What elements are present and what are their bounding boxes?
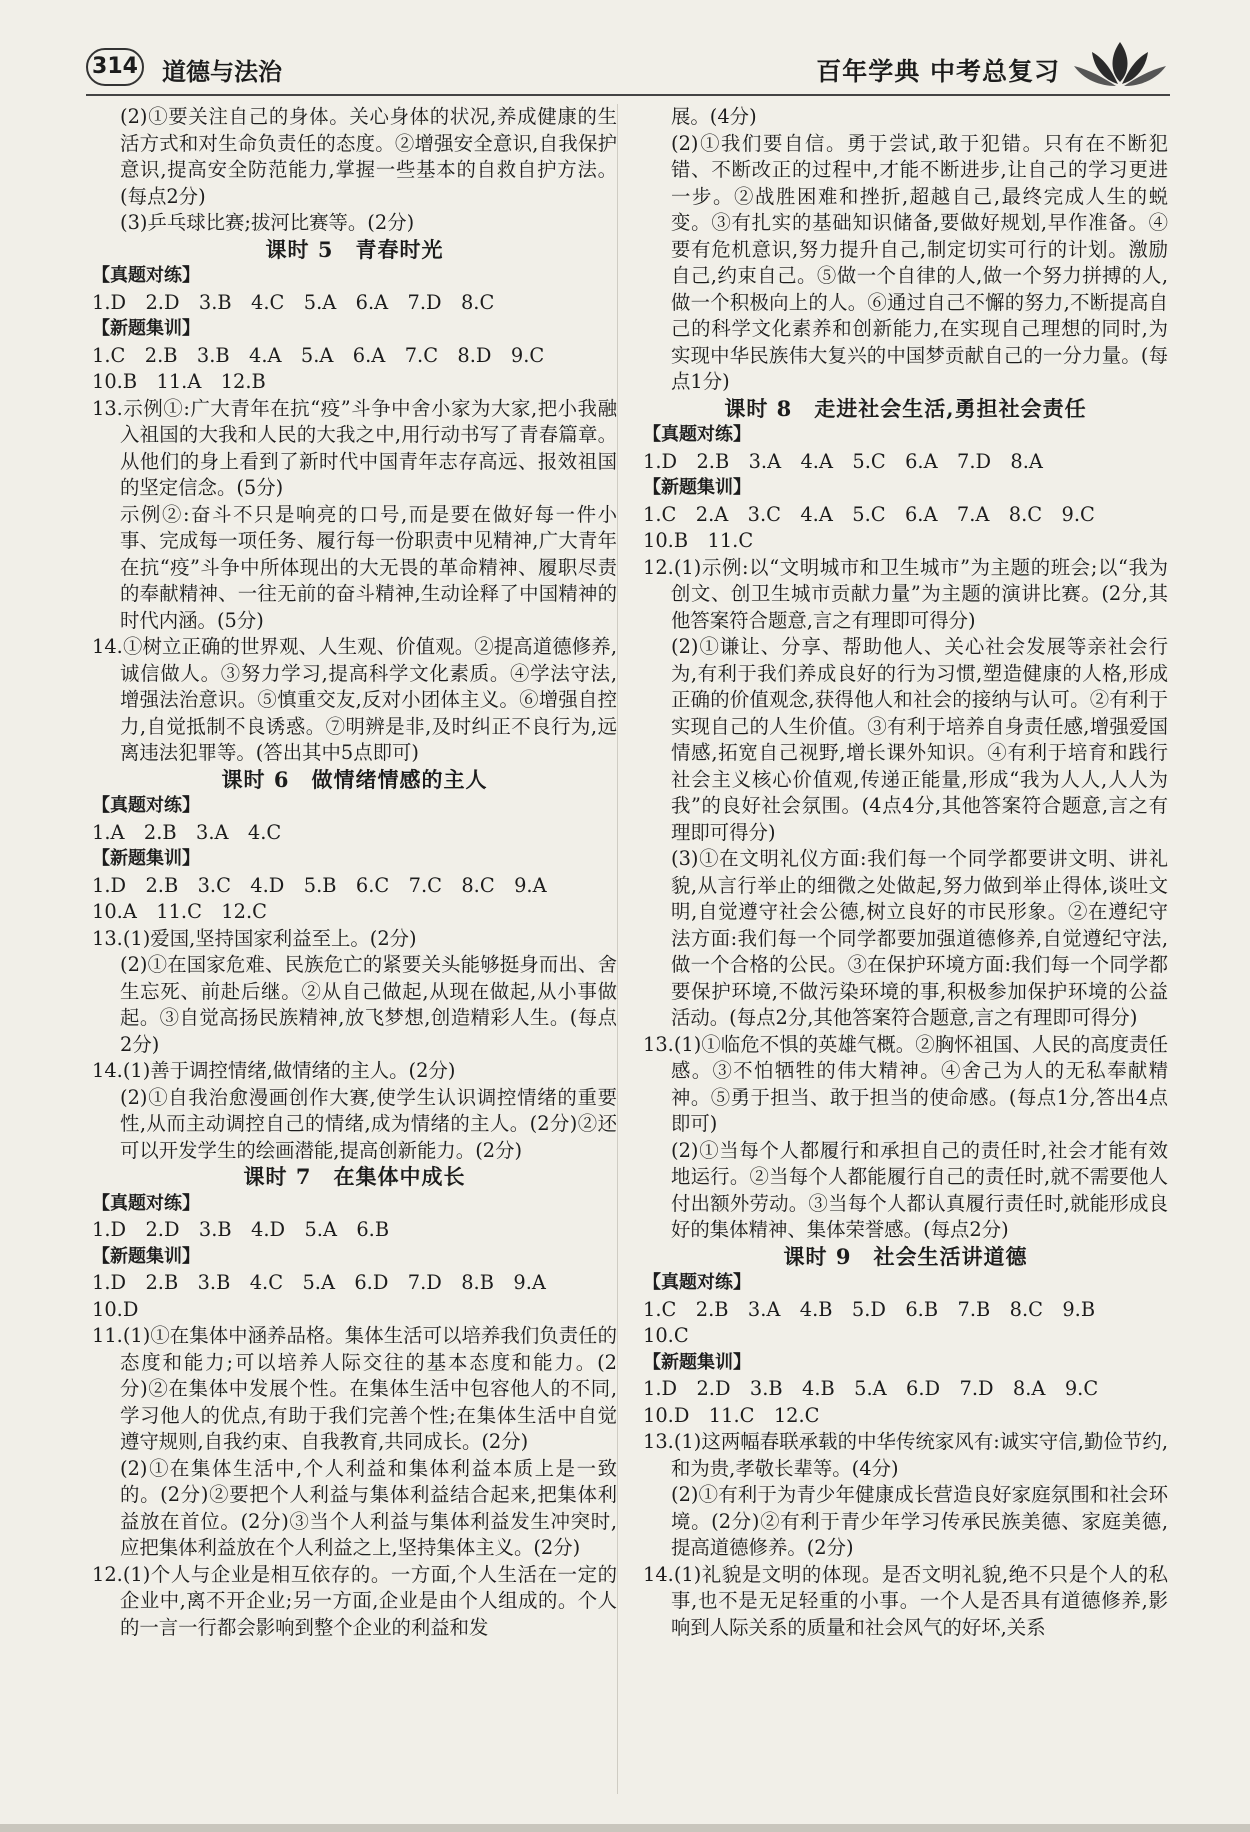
answer-paragraph: (3)①在文明礼仪方面:我们每一个同学都要讲文明、讲礼貌,从言行举止的细微之处做起,努力做到举止得体,谈吐文明,自觉遵守社会公德,树立良好的市民形象。②在遵纪守法方面:我们每一个同学都要加强道德修养,自觉遵纪守法,做一个合格的公民。③在保护环境方面:我们每一个同学都要保护环境,不做污染环境的事,积极参加保护环境的公益活动。(每点2分,其他答案符合题意,言之有理即可得分) xyxy=(671,847,1168,1029)
answer-paragraph: (2)①自我治愈漫画创作大赛,使学生认识调控情绪的重要性,从而主动调控自己的情绪,成为情绪的主人。(2分)②还可以开发学生的绘画潜能,提高创新能力。(2分) xyxy=(120,1085,617,1162)
mc-answers: 1.D 2.D 3.B 4.C 5.A 6.A 7.D 8.C xyxy=(92,290,495,314)
answer-paragraph: 13.(1)这两幅春联承载的中华传统家风有:诚实守信,勤俭节约,和为贵,孝敬长辈等。(4分) xyxy=(643,1430,1168,1480)
section-tag: 【新题集训】 xyxy=(92,1245,200,1267)
mc-answers: 10.B 11.C xyxy=(643,529,754,552)
lesson-title: 课时 6 做情绪情感的主人 xyxy=(221,766,488,792)
section-tag: 【真题对练】 xyxy=(92,795,200,816)
mc-answers: 1.D 2.D 3.B 4.D 5.A 6.B xyxy=(92,1218,390,1241)
column-divider xyxy=(617,104,618,1794)
lesson-title: 课时 9 社会生活讲道德 xyxy=(783,1243,1028,1269)
mc-answers: 1.C 2.A 3.C 4.A 5.C 6.A 7.A 8.C 9.C xyxy=(643,502,1095,526)
section-tag: 【新题集训】 xyxy=(92,848,200,869)
mc-answers: 1.D 2.B 3.A 4.A 5.C 6.A 7.D 8.A xyxy=(643,449,1043,473)
mc-answers: 10.C xyxy=(643,1324,689,1347)
section-tag: 【新题集训】 xyxy=(643,1351,751,1373)
mc-answers: 10.D 11.C 12.C xyxy=(643,1403,820,1427)
mc-answers: 1.C 2.B 3.B 4.A 5.A 6.A 7.C 8.D 9.C xyxy=(92,343,545,367)
answer-paragraph: (2)①在国家危难、民族危亡的紧要关头能够挺身而出、舍生忘死、前赴后继。②从自己做起,从现在做起,从小事做起。③自觉高扬民族精神,放飞梦想,创造精彩人生。(每点2分) xyxy=(120,953,617,1056)
right-column xyxy=(643,104,1168,1641)
mc-answers: 1.D 2.B 3.C 4.D 5.B 6.C 7.C 8.C 9.A xyxy=(92,873,547,897)
answer-paragraph: 13.(1)①临危不惧的英雄气概。②胸怀祖国、人民的高度责任感。③不怕牺牲的伟大精神。④舍己为人的无私奉献精神。⑤勇于担当、敢于担当的使命感。(每点1分,答出4点即可) xyxy=(643,1032,1168,1135)
page-header xyxy=(86,44,1170,96)
lesson-title: 课时 7 在集体中成长 xyxy=(243,1164,466,1189)
answer-paragraph: 13.示例①:广大青年在抗“疫”斗争中舍小家为大家,把小我融入祖国的大我和人民的大我之中,用行动书写了青春篇章。从他们的身上看到了新时代中国青年志存高远、报效祖国的坚定信念。(5分) xyxy=(92,396,617,499)
answer-paragraph: 14.(1)善于调控情绪,做情绪的主人。(2分) xyxy=(92,1059,456,1082)
mc-answers: 1.D 2.B 3.B 4.C 5.A 6.D 7.D 8.B 9.A xyxy=(92,1271,546,1294)
mc-answers: 1.A 2.B 3.A 4.C xyxy=(92,820,282,844)
section-tag: 【真题对练】 xyxy=(643,1272,751,1293)
lesson-title: 课时 5 青春时光 xyxy=(265,236,444,262)
answer-paragraph: 12.(1)示例:以“文明城市和卫生城市”为主题的班会;以“我为创文、创卫生城市贡献力量”为主题的演讲比赛。(2分,其他答案符合题意,言之有理即可得分) xyxy=(643,555,1168,632)
page-number: 314 xyxy=(86,48,144,86)
answer-paragraph: 12.(1)个人与企业是相互依存的。一方面,个人生活在一定的企业中,离不开企业;另一方面,企业是由个人组成的。个人的一言一行都会影响到整个企业的利益和发 xyxy=(92,1562,617,1639)
section-tag: 【新题集训】 xyxy=(92,318,200,339)
answer-paragraph: (3)乒乓球比赛;拔河比赛等。(2分) xyxy=(120,211,415,234)
answer-paragraph: 11.(1)①在集体中涵养品格。集体生活可以培养我们负责任的态度和能力;可以培养人际交往的基本态度和能力。(2分)②在集体中发展个性。在集体生活中包容他人的不同,学习他人的优点,有助于我们完善个性;在集体生活中自觉遵守规则,自我约束、自我教育,共同成长。(2分) xyxy=(92,1324,617,1453)
answer-paragraph: (2)①我们要自信。勇于尝试,敢于犯错。只有在不断犯错、不断改正的过程中,才能不断进步,让自己的学习更进一步。②战胜困难和挫折,超越自己,最终完成人生的蜕变。③有扎实的基础知识储备,要做好规划,早作准备。④要有危机意识,努力提升自己,制定切实可行的计划。激励自己,约束自己。⑤做一个自律的人,做一个努力拼搏的人,做一个积极向上的人。⑥通过自己不懈的努力,不断提高自己的科学文化素养和创新能力,在实现自己理想的同时,为实现中华民族伟大复兴的中国梦贡献自己的一分力量。(每点1分) xyxy=(671,131,1168,393)
answer-paragraph: 14.(1)礼貌是文明的体现。是否文明礼貌,绝不只是个人的私事,也不是无足轻重的小事。一个人是否具有道德修养,影响到人际关系的质量和社会风气的好坏,关系 xyxy=(643,1562,1168,1639)
answer-paragraph: (2)①要关注自己的身体。关心身体的状况,养成健康的生活方式和对生命负责任的态度。②增强安全意识,自我保护意识,提高安全防范能力,掌握一些基本的自救自护方法。(每点2分) xyxy=(120,105,617,208)
mc-answers: 1.D 2.D 3.B 4.B 5.A 6.D 7.D 8.A 9.C xyxy=(643,1377,1099,1400)
lotus-logo-icon xyxy=(1070,36,1170,92)
answer-paragraph: 示例②:奋斗不只是响亮的口号,而是要在做好每一件小事、完成每一项任务、履行每一份职责中见精神,广大青年在抗“疫”斗争中所体现出的大无畏的革命精神、履职尽责的奉献精神、一往无前的奋斗精神,生动诠释了中国精神的时代内涵。(5分) xyxy=(120,502,617,632)
mc-answers: 1.C 2.B 3.A 4.B 5.D 6.B 7.B 8.C 9.B xyxy=(643,1297,1096,1321)
series-title: 百年学典 中考总复习 xyxy=(816,57,1060,86)
section-tag: 【真题对练】 xyxy=(92,1192,200,1214)
answer-paragraph: (2)①当每个人都履行和承担自己的责任时,社会才能有效地运行。②当每个人都能履行自己的责任时,就不需要他人付出额外劳动。③当每个人都认真履行责任时,就能形成良好的集体精神、集体荣誉感。(每点2分) xyxy=(671,1138,1168,1241)
answer-paragraph: 14.①树立正确的世界观、人生观、价值观。②提高道德修养,诚信做人。③努力学习,提高科学文化素质。④学法守法,增强法治意识。⑤慎重交友,反对小团体主义。⑥增强自控力,自觉抵制不良诱惑。⑦明辨是非,及时纠正不良行为,远离违法犯罪等。(答出其中5点即可) xyxy=(92,635,617,764)
answer-paragraph: 展。(4分) xyxy=(671,105,757,128)
answer-paragraph: (2)①在集体生活中,个人利益和集体利益本质上是一致的。(2分)②要把个人利益与集体利益结合起来,把集体利益放在首位。(2分)③当个人利益与集体利益发生冲突时,应把集体利益放在个人利益之上,坚持集体主义。(2分) xyxy=(120,1456,617,1559)
section-tag: 【新题集训】 xyxy=(643,477,751,498)
subject-title: 道德与法治 xyxy=(162,58,282,86)
answer-paragraph: (2)①有利于为青少年健康成长营造良好家庭氛围和社会环境。(2分)②有利于青少年学习传承民族美德、家庭美德,提高道德修养。(2分) xyxy=(671,1483,1168,1559)
lesson-title: 课时 8 走进社会生活,勇担社会责任 xyxy=(724,395,1087,421)
answer-paragraph: (2)①谦让、分享、帮助他人、关心社会发展等亲社会行为,有利于我们养成良好的行为习惯,塑造健康的人格,形成正确的价值观念,获得他人和社会的接纳与认可。②有利于实现自己的人生价值。③有利于培养自身责任感,增强爱国情感,拓宽自己视野,增长课外知识。④有利于培育和践行社会主义核心价值观,传递正能量,形成“我为人人,人人为我”的良好社会氛围。(4点4分,其他答案符合题意,言之有理即可得分) xyxy=(671,635,1168,844)
page-edge xyxy=(0,1824,1250,1832)
mc-answers: 10.D xyxy=(92,1297,139,1321)
section-tag: 【真题对练】 xyxy=(643,424,751,445)
left-column xyxy=(92,104,617,1641)
section-tag: 【真题对练】 xyxy=(92,265,200,286)
answer-paragraph: 13.(1)爱国,坚持国家利益至上。(2分) xyxy=(92,926,417,950)
mc-answers: 10.B 11.A 12.B xyxy=(92,370,266,393)
mc-answers: 10.A 11.C 12.C xyxy=(92,900,267,923)
